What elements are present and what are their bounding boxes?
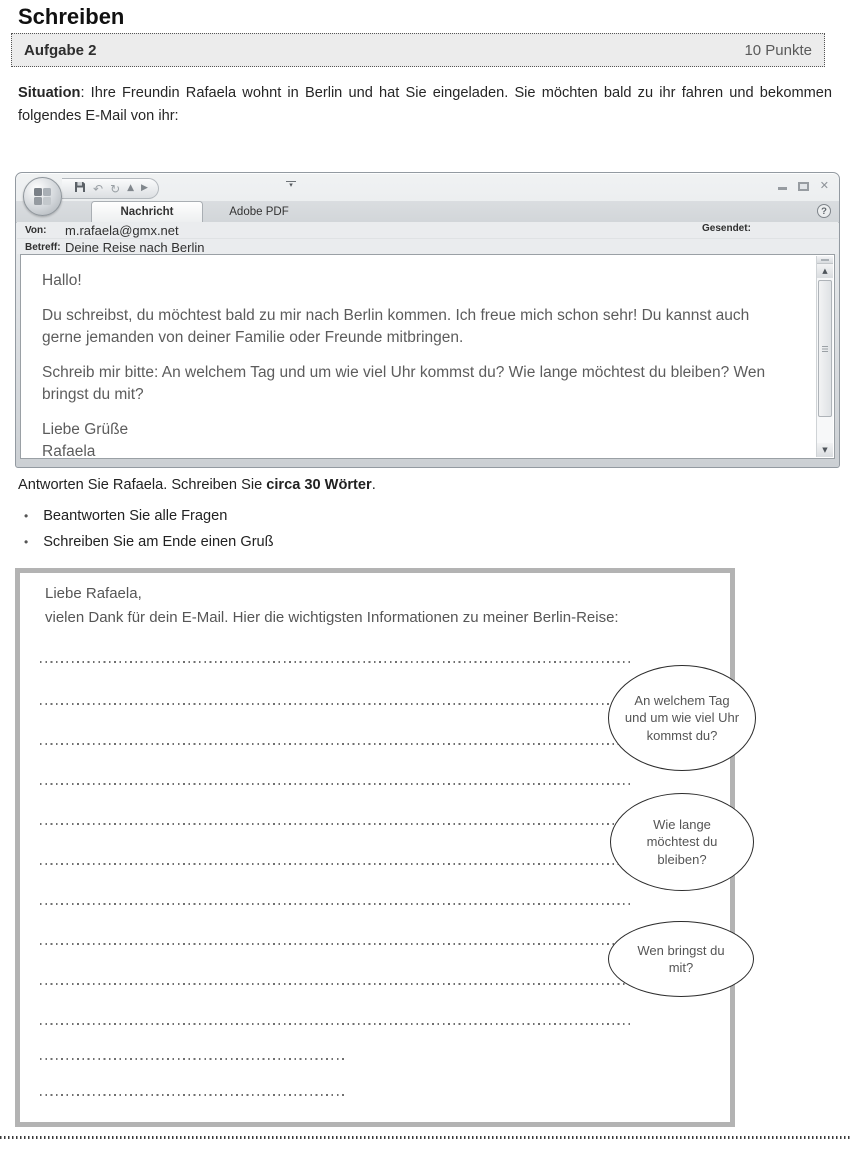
from-value: m.rafaela@gmx.net (65, 222, 179, 238)
subject-value: Deine Reise nach Berlin (65, 239, 205, 255)
next-item-icon[interactable]: ▶ (141, 183, 148, 193)
from-label: Von: (25, 224, 47, 236)
answer-writing-line (40, 783, 630, 785)
thumb-grip-icon (822, 346, 828, 352)
task-points: 10 Punkte (744, 41, 812, 59)
instruction-bullet-text: Schreiben Sie am Ende einen Gruß (43, 534, 274, 550)
window-controls (778, 180, 829, 192)
instruction-bullet-text: Beantworten Sie alle Fragen (43, 508, 228, 524)
bullet-icon: • (24, 509, 29, 523)
subject-row (17, 239, 838, 255)
prompt-bubble-who: Wen bringst du mit? (608, 921, 754, 997)
save-icon[interactable] (74, 180, 86, 198)
help-icon[interactable]: ? (817, 204, 831, 218)
answer-writing-line (40, 1023, 630, 1025)
answer-instruction-pre: Antworten Sie Rafaela. Schreiben Sie (18, 477, 267, 493)
answer-intro-line: vielen Dank für dein E-Mail. Hier die wichtigsten Informationen zu meiner Berlin-Reise: (45, 609, 619, 626)
email-body (20, 254, 835, 459)
qat-dropdown-icon[interactable]: ▾ (286, 181, 296, 188)
instruction-list (24, 503, 274, 555)
task-bar (11, 33, 825, 67)
answer-writing-line (40, 983, 630, 985)
email-header-fields (17, 222, 838, 254)
answer-writing-line (40, 703, 630, 705)
split-handle[interactable] (817, 256, 833, 264)
page-divider (0, 1136, 850, 1139)
answer-box (15, 568, 740, 1127)
email-scrollbar[interactable] (816, 256, 833, 457)
answer-writing-line (40, 823, 630, 825)
page-title: Schreiben (18, 4, 125, 29)
previous-item-icon[interactable]: ▲ (127, 183, 135, 193)
undo-icon[interactable]: ↶ (93, 181, 104, 196)
email-paragraph: Schreib mir bitte: An welchem Tag und um wie viel Uhr kommst du? Wie lange möchtest du bleiben? Wen bringst du mit? (42, 364, 766, 403)
answer-writing-line (40, 1094, 345, 1096)
redo-icon[interactable]: ↻ (110, 181, 121, 196)
scroll-down-icon[interactable]: ▼ (817, 443, 833, 457)
email-titlebar (16, 173, 839, 201)
email-paragraph: Du schreibst, du möchtest bald zu mir nach Berlin kommen. Ich freue mich schon sehr! Du kannst auch gerne jemanden von deiner Familie oder Freunde mitbringen. (42, 307, 750, 346)
bullet-icon: • (24, 535, 29, 549)
answer-writing-line (40, 943, 630, 945)
answer-instruction-bold: circa 30 Wörter (266, 477, 372, 493)
answer-writing-line (40, 863, 630, 865)
office-logo-icon (33, 187, 52, 206)
situation-text: : Ihre Freundin Rafaela wohnt in Berlin und hat Sie eingeladen. Sie möchten bald zu ihr fahren und bekommen folgendes E-Mail von ihr: (18, 85, 832, 125)
tab-nachricht[interactable]: Nachricht (91, 201, 203, 222)
answer-writing-line (40, 743, 630, 745)
scrollbar-track[interactable] (817, 278, 833, 443)
answer-writing-line (40, 661, 630, 663)
prompt-bubble-when: An welchem Tag und um wie viel Uhr kommst du? (608, 665, 756, 771)
maximize-icon[interactable] (798, 182, 809, 191)
from-row (17, 222, 838, 239)
email-paragraph: Hallo! (42, 272, 82, 289)
instruction-bullet (24, 503, 274, 529)
quick-access-toolbar (62, 178, 159, 199)
scroll-up-icon[interactable]: ▲ (817, 264, 833, 278)
close-icon[interactable]: ✕ (819, 179, 829, 192)
email-body-text (21, 255, 814, 458)
situation-paragraph (18, 82, 832, 129)
answer-instruction (18, 477, 376, 493)
prompt-bubble-how-long: Wie lange möchtest du bleiben? (610, 793, 754, 891)
situation-label: Situation (18, 85, 81, 101)
answer-salutation: Liebe Rafaela, (45, 585, 142, 602)
subject-label: Betreff: (25, 241, 61, 253)
tab-adobe-pdf[interactable]: Adobe PDF (229, 205, 289, 218)
answer-writing-line (40, 1058, 345, 1060)
office-button[interactable] (23, 177, 62, 216)
instruction-bullet (24, 529, 274, 555)
scrollbar-thumb[interactable] (818, 280, 832, 417)
ribbon-tab-row (16, 201, 839, 223)
minimize-icon[interactable] (778, 187, 787, 190)
email-window (15, 172, 840, 468)
email-paragraph: Liebe Grüße Rafaela (42, 421, 129, 458)
answer-writing-line (40, 903, 630, 905)
answer-instruction-post: . (371, 477, 376, 493)
sent-label: Gesendet: (702, 223, 751, 234)
task-label: Aufgabe 2 (24, 41, 97, 59)
